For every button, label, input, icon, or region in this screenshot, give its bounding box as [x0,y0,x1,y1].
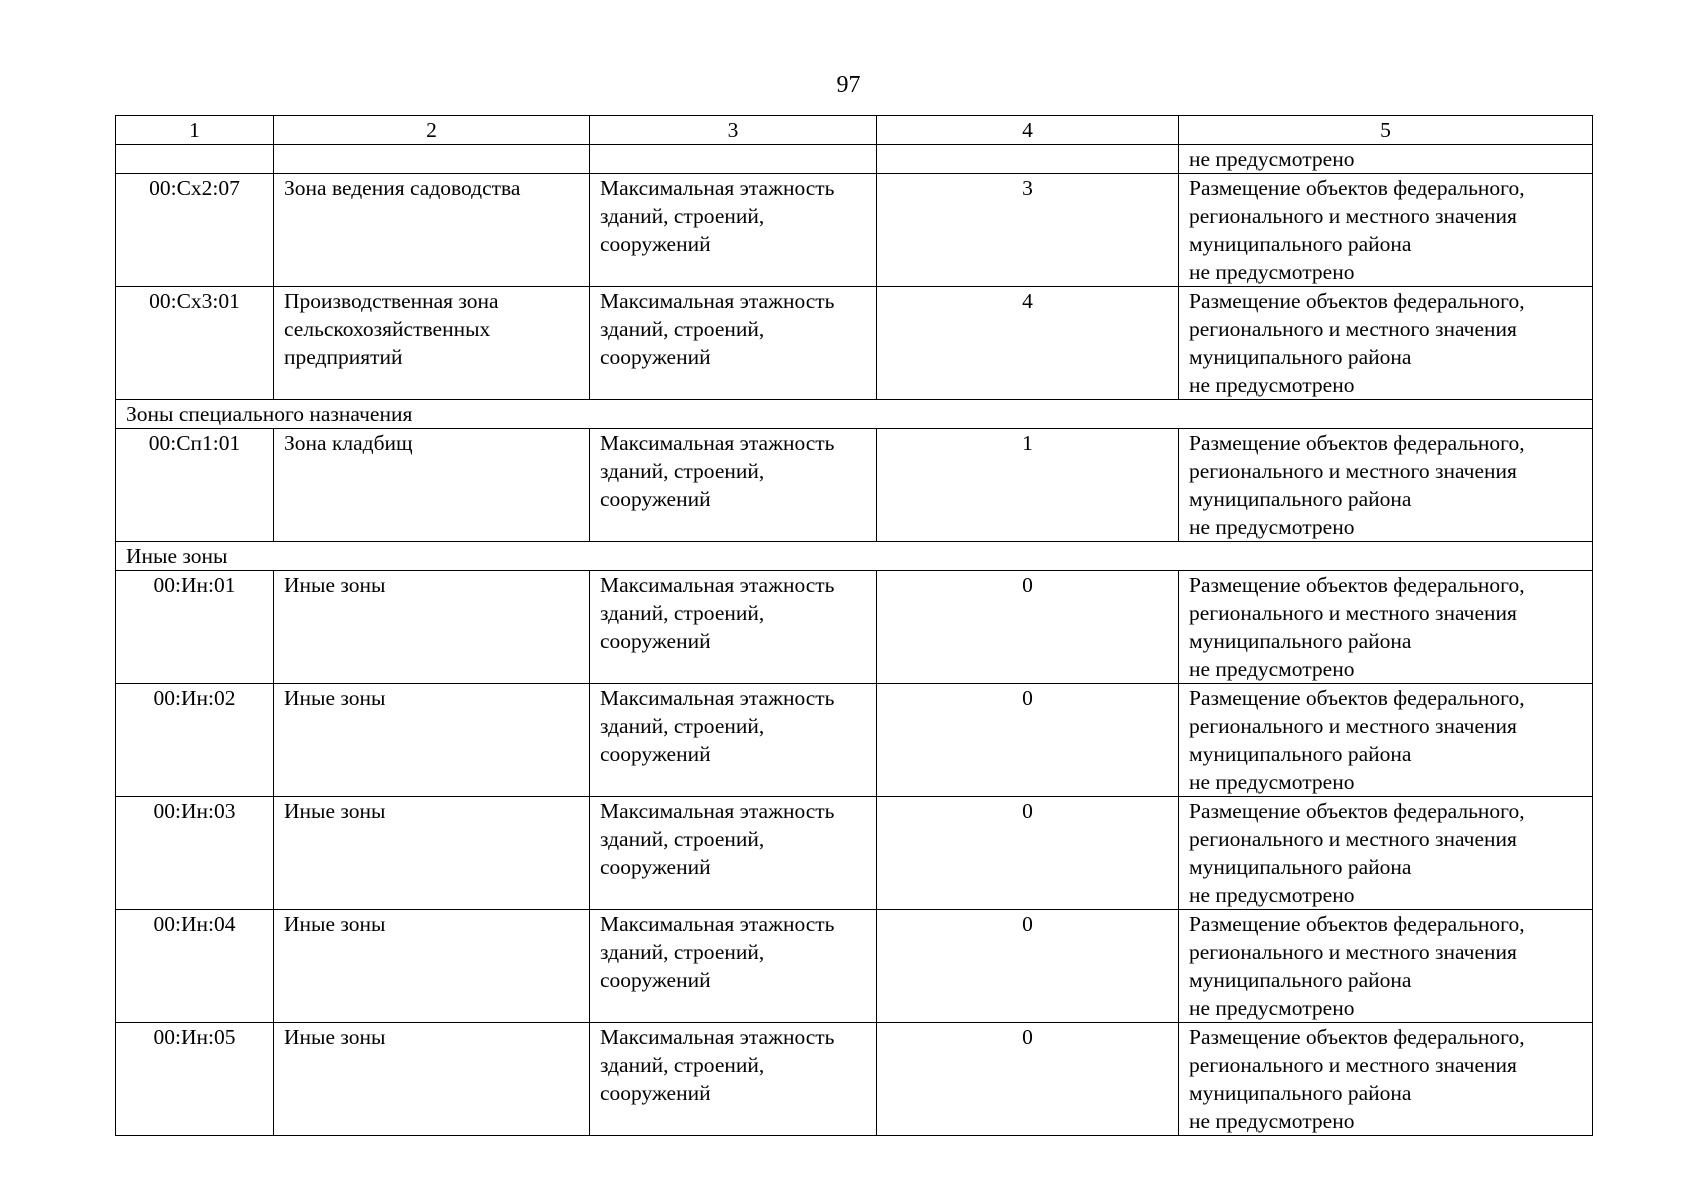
section-row [116,400,1593,429]
cell-text: зданий, строений, [600,459,765,483]
cell-text: Иные зоны [284,912,386,936]
cell-text: сооружений [600,629,711,653]
cell-text: не предусмотрено [1189,657,1355,681]
section-title: Зоны специального назначения [116,400,1593,429]
parameter-cell [590,910,877,1023]
cell-text: Максимальная этажность [600,431,835,455]
note-cell [1179,910,1593,1023]
cell-text: регионального и местного значения [1189,714,1517,738]
zone-code-cell: 00:Ин:02 [116,684,274,797]
zone-code-cell: 00:Сх3:01 [116,287,274,400]
zone-code-cell: 00:Сх2:07 [116,174,274,287]
zone-code-cell: 00:Ин:01 [116,571,274,684]
note-cell [1179,174,1593,287]
cell-text: Максимальная этажность [600,799,835,823]
cell-text: Максимальная этажность [600,912,835,936]
table-header-row [116,116,1593,145]
value-cell: 0 [877,1023,1179,1136]
cell-text: муниципального района [1189,487,1412,511]
cell-text: регионального и местного значения [1189,940,1517,964]
table-cell [1179,145,1593,174]
value-cell: 0 [877,797,1179,910]
cell-text: регионального и местного значения [1189,204,1517,228]
parameter-cell [590,429,877,542]
table-cell [274,145,590,174]
cell-text: сооружений [600,1081,711,1105]
column-header: 4 [877,116,1179,145]
zone-code-cell: 00:Сп1:01 [116,429,274,542]
section-row [116,542,1593,571]
cell-text: муниципального района [1189,1081,1412,1105]
value-cell: 1 [877,429,1179,542]
cell-text: Максимальная этажность [600,289,835,313]
parameter-cell [590,684,877,797]
cell-text: не предусмотрено [1189,883,1355,907]
zone-name-cell [274,797,590,910]
column-header: 2 [274,116,590,145]
cell-text: Размещение объектов федерального, [1189,1025,1525,1049]
parameter-cell [590,287,877,400]
zone-name-cell [274,287,590,400]
table-row [116,287,1593,400]
table-row [116,797,1593,910]
cell-text: сооружений [600,345,711,369]
note-cell [1179,287,1593,400]
cell-text: Иные зоны [284,573,386,597]
cell-text: Зона ведения садоводства [284,176,521,200]
cell-text: регионального и местного значения [1189,827,1517,851]
cell-text: зданий, строений, [600,940,765,964]
cell-text: не предусмотрено [1189,996,1355,1020]
cell-text: Размещение объектов федерального, [1189,686,1525,710]
cell-text: Производственная зона [284,289,499,313]
cell-text: зданий, строений, [600,601,765,625]
value-cell: 3 [877,174,1179,287]
zone-name-cell [274,1023,590,1136]
cell-text: муниципального района [1189,232,1412,256]
cell-text: сооружений [600,742,711,766]
cell-text: зданий, строений, [600,827,765,851]
zone-name-cell [274,684,590,797]
cell-text: не предусмотрено [1189,260,1355,284]
zone-code-cell: 00:Ин:04 [116,910,274,1023]
zone-name-cell [274,429,590,542]
cell-text: Максимальная этажность [600,1025,835,1049]
cell-text: регионального и местного значения [1189,459,1517,483]
cell-text: муниципального района [1189,968,1412,992]
zone-name-cell [274,174,590,287]
cell-text: сооружений [600,855,711,879]
cell-text: не предусмотрено [1189,1109,1355,1133]
cell-text: регионального и местного значения [1189,1053,1517,1077]
cell-text: регионального и местного значения [1189,317,1517,341]
cell-text: Размещение объектов федерального, [1189,573,1525,597]
cell-text: Иные зоны [284,686,386,710]
cell-text: Размещение объектов федерального, [1189,431,1525,455]
value-cell: 0 [877,571,1179,684]
note-cell [1179,571,1593,684]
parameter-cell [590,1023,877,1136]
cell-text: муниципального района [1189,742,1412,766]
table-cell [590,145,877,174]
table-row [116,429,1593,542]
cell-text: Размещение объектов федерального, [1189,799,1525,823]
cell-text: сооружений [600,968,711,992]
cell-text: зданий, строений, [600,317,765,341]
note-cell [1179,797,1593,910]
section-title: Иные зоны [116,542,1593,571]
parameter-cell [590,571,877,684]
column-header: 1 [116,116,274,145]
cell-text: зданий, строений, [600,204,765,228]
table-row [116,1023,1593,1136]
cell-text: регионального и местного значения [1189,601,1517,625]
cell-text: Максимальная этажность [600,573,835,597]
cell-text: сооружений [600,487,711,511]
table-row [116,571,1593,684]
cell-text: предприятий [284,345,403,369]
parameter-cell [590,797,877,910]
cell-text: Размещение объектов федерального, [1189,289,1525,313]
cell-text: не предусмотрено [1189,373,1355,397]
note-cell [1179,684,1593,797]
zone-name-cell [274,910,590,1023]
value-cell: 0 [877,910,1179,1023]
column-header: 3 [590,116,877,145]
cell-text: Размещение объектов федерального, [1189,912,1525,936]
cell-text: зданий, строений, [600,714,765,738]
table-row [116,910,1593,1023]
value-cell: 4 [877,287,1179,400]
cell-text: сельскохозяйственных [284,317,491,341]
cell-text: не предусмотрено [1189,770,1355,794]
column-header: 5 [1179,116,1593,145]
cell-text: Иные зоны [284,1025,386,1049]
cell-text: не предусмотрено [1189,147,1355,171]
zone-code-cell: 00:Ин:05 [116,1023,274,1136]
note-cell [1179,1023,1593,1136]
value-cell: 0 [877,684,1179,797]
zone-code-cell: 00:Ин:03 [116,797,274,910]
continuation-row [116,145,1593,174]
cell-text: Зона кладбищ [284,431,413,455]
cell-text: не предусмотрено [1189,515,1355,539]
parameter-cell [590,174,877,287]
table-row [116,174,1593,287]
zone-name-cell [274,571,590,684]
cell-text: Максимальная этажность [600,176,835,200]
cell-text: Размещение объектов федерального, [1189,176,1525,200]
cell-text: зданий, строений, [600,1053,765,1077]
cell-text: сооружений [600,232,711,256]
table-row [116,684,1593,797]
note-cell [1179,429,1593,542]
page-number: 97 [836,72,861,98]
cell-text: муниципального района [1189,855,1412,879]
table-cell [877,145,1179,174]
table-cell [116,145,274,174]
cell-text: Иные зоны [284,799,386,823]
cell-text: Максимальная этажность [600,686,835,710]
cell-text: муниципального района [1189,345,1412,369]
cell-text: муниципального района [1189,629,1412,653]
zoning-table [115,115,1593,1136]
